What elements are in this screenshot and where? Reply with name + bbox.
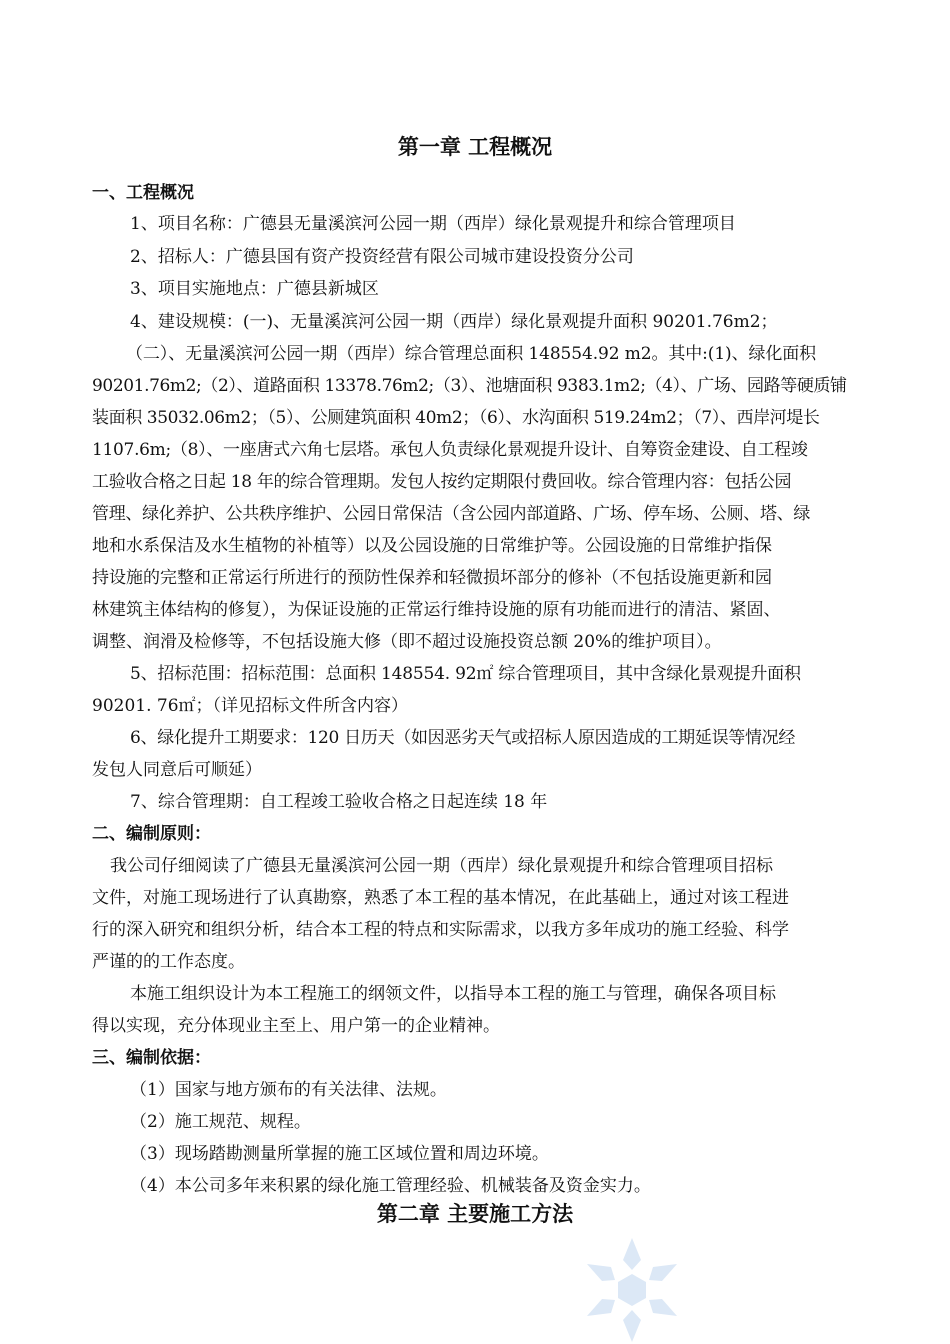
snowflake-watermark-icon (572, 1232, 692, 1344)
chapter-2-title: 第二章 主要施工方法 (376, 1201, 574, 1226)
text-line: 严谨的的工作态度。 (92, 952, 245, 972)
text-line: 7、综合管理期：自工程竣工验收合格之日起连续 18 年 (130, 792, 548, 812)
text-line: 4、建设规模：(一)、无量溪滨河公园一期（西岸）绿化景观提升面积 90201.76m2； (130, 312, 778, 332)
text-line: 1107.6m;（8）、一座唐式六角七层塔。承包人负责绿化景观提升设计、自筹资金建设、自工程竣 (92, 440, 808, 460)
section-2-heading: 二、编制原则： (92, 824, 211, 844)
text-line: 2、招标人：广德县国有资产投资经营有限公司城市建设投资分公司 (130, 247, 634, 267)
text-line: 持设施的完整和正常运行所进行的预防性保养和轻微损坏部分的修补（不包括设施更新和园 (92, 568, 772, 588)
text-line: 地和水系保洁及水生植物的补植等）以及公园设施的日常维护等。公园设施的日常维护指保 (92, 536, 772, 556)
text-line: 得以实现，充分体现业主至上、用户第一的企业精神。 (92, 1016, 500, 1036)
text-line: 装面积 35032.06m2；（5）、公厕建筑面积 40m2；（6）、水沟面积 519.24m2；（7）、西岸河堤长 (92, 408, 820, 428)
text-line: （1）国家与地方颁布的有关法律、法规。 (130, 1080, 447, 1100)
text-line: （二）、无量溪滨河公园一期（西岸）综合管理总面积 148554.92 m2。其中:(1)、绿化面积 (126, 344, 817, 364)
text-line: （3）现场踏勘测量所掌握的施工区域位置和周边环境。 (130, 1144, 549, 1164)
text-line: （2）施工规范、规程。 (130, 1112, 311, 1132)
text-line: 1、项目名称：广德县无量溪滨河公园一期（西岸）绿化景观提升和综合管理项目 (130, 214, 736, 234)
text-line: 5、招标范围：招标范围：总面积 148554. 92㎡ 综合管理项目，其中含绿化景观提升面积 (130, 664, 801, 684)
text-line: 调整、润滑及检修等，不包括设施大修（即不超过设施投资总额 20%的维护项目）。 (92, 632, 722, 652)
text-line: 管理、绿化养护、公共秩序维护、公园日常保洁（含公园内部道路、广场、停车场、公厕、塔、绿 (92, 504, 811, 524)
text-line: 6、绿化提升工期要求：120 日历天（如因恶劣天气或招标人原因造成的工期延误等情况经 (130, 728, 796, 748)
text-line: 工验收合格之日起 18 年的综合管理期。发包人按约定期限付费回收。综合管理内容：包括公园 (92, 472, 792, 492)
text-line: 发包人同意后可顺延） (92, 760, 262, 780)
text-line: 行的深入研究和组织分析，结合本工程的特点和实际需求，以我方多年成功的施工经验、科学 (92, 920, 789, 940)
chapter-1-title: 第一章 工程概况 (397, 134, 553, 159)
section-3-heading: 三、编制依据： (92, 1048, 211, 1068)
text-line: 本施工组织设计为本工程施工的纲领文件，以指导本工程的施工与管理，确保各项目标 (130, 984, 776, 1004)
section-1-heading: 一、工程概况 (92, 183, 194, 203)
text-line: 我公司仔细阅读了广德县无量溪滨河公园一期（西岸）绿化景观提升和综合管理项目招标 (110, 856, 773, 876)
text-line: 90201.76m2;（2）、道路面积 13378.76m2;（3）、池塘面积 9383.1m2;（4）、广场、园路等硬质铺 (92, 376, 847, 396)
text-line: （4）本公司多年来积累的绿化施工管理经验、机械装备及资金实力。 (130, 1176, 651, 1196)
text-line: 90201. 76㎡；（详见招标文件所含内容） (92, 696, 409, 716)
text-line: 文件，对施工现场进行了认真勘察，熟悉了本工程的基本情况，在此基础上，通过对该工程进 (92, 888, 789, 908)
text-line: 林建筑主体结构的修复），为保证设施的正常运行维持设施的原有功能而进行的清洁、紧固、 (92, 600, 781, 620)
text-line: 3、项目实施地点：广德县新城区 (130, 279, 379, 299)
